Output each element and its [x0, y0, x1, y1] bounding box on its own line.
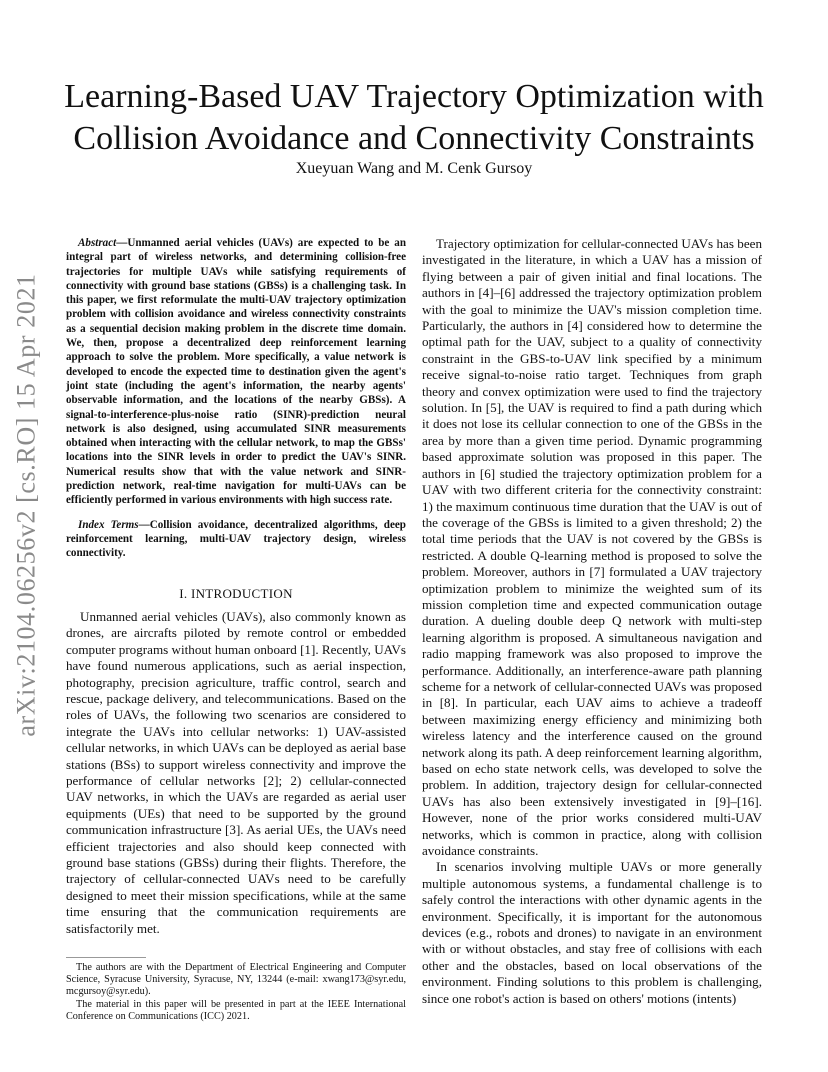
footnote-divider [66, 957, 146, 958]
paper-authors: Xueyuan Wang and M. Cenk Gursoy [295, 160, 533, 177]
paper-title: Learning-Based UAV Trajectory Optimization with Collision Avoidance and Connectivity Constraints [64, 78, 764, 157]
arxiv-identifier: arXiv:2104.06256v2 [cs.RO] 15 Apr 2021 [12, 273, 42, 737]
section-heading-introduction: I. INTRODUCTION [179, 585, 293, 601]
footnote-conference: The material in this paper will be presented in part at the IEEE International Conference on Communications (ICC) 2021. [66, 998, 406, 1022]
body-paragraph: In scenarios involving multiple UAVs or more generally multiple autonomous systems, a fundamental challenge is to safely control the interactions with other dynamic agents in the environment. Specifically, it is important for the autonomous devices (e.g., robots and drones) to navigate in an environment with or without obstacles, and stay free of collisions with each other and the obstacles, based on local observations of the environment. Finding solutions to this problem is challenging, since one robot's action is based on others' motions (intents) [422, 859, 762, 1006]
index-terms-lead: Index Terms [78, 518, 139, 531]
body-paragraph: Trajectory optimization for cellular-connected UAVs has been investigated in the literature, in which a UAV has a mission of flying between a pair of given initial and final locations. The authors in [4]–[6] addressed the trajectory optimization problem with the goal to minimize the UAV's mission completion time. Particularly, the authors in [4] considered how to determine the optimal path for the UAV, subject to a quality of connectivity constraint in the GBS-to-UAV link specified by a minimum receive signal-to-noise ratio target. Techniques from graph theory and convex optimization were used to find the trajectory solution. In [5], the UAV is required to find a path during which it does not lose its cellular connection to one of the GBSs in the area by more than a given time period. Dynamic programming based approximate solution was proposed in this paper. The authors in [6] studied the trajectory optimization problem for a UAV with two different criteria for the connectivity constraint: 1) the maximum continuous time duration that the UAV is out of the coverage of the GBSs is limited to a given threshold; 2) the total time periods that the UAV is not covered by the GBSs is restricted. A double Q-learning method is proposed to solve the problem. Moreover, authors in [7] formulated a UAV trajectory optimization problem to minimize the weighted sum of its mission completion time and expected communication outage duration. A dueling double deep Q network with multi-step learning algorithm is proposed. A simultaneous navigation and radio mapping framework was also proposed to improve the performance. Additionally, an interference-aware path planning scheme for a network of cellular-connected UAVs was proposed in [8]. In particular, each UAV aims to achieve a tradeoff between maximizing energy efficiency and minimizing both wireless latency and the interference caused on the ground network along its path. A deep reinforcement learning algorithm, based on echo state network cells, was developed to solve the problem. In addition, trajectory design for cellular-connected UAVs has also been extensively investigated in [9]–[16]. However, none of the prior works considered multi-UAV networks, which is common in practice, along with collision avoidance constraints. [422, 236, 762, 859]
right-column [422, 236, 762, 1007]
abstract-text: —Unmanned aerial vehicles (UAVs) are expected to be an integral part of wireless networks, and determining collision-free trajectories for multiple UAVs while satisfying requirements of connectivity with ground base stations (GBSs) is a challenging task. In this paper, we first reformulate the multi-UAV trajectory optimization problem with collision avoidance and wireless connectivity constraints as a sequential decision making problem in the discrete time domain. We, then, propose a decentralized deep reinforcement learning approach to solve the problem. More specifically, a value network is developed to encode the expected time to destination given the agent's joint state (including the agent's information, the nearby agents' observable information, and the locations of the nearby GBSs). A signal-to-interference-plus-noise ratio (SINR)-prediction neural network is also designed, using accumulated SINR measurements obtained when interacting with the cellular network, to map the GBSs' locations into the SINR levels in order to predict the UAV's SINR. Numerical results show that with the value network and SINR-prediction network, real-time navigation for multi-UAVs can be efficiently performed in various environments with high success rate. [66, 237, 406, 507]
abstract-lead: Abstract [78, 237, 117, 249]
left-column [66, 236, 406, 1023]
footnote-affiliation: The authors are with the Department of Electrical Engineering and Computer Science, Syracuse University, Syracuse, NY, 13244 (e-mail: xwang173@syr.edu, mcgursoy@syr.edu). [66, 962, 406, 998]
arxiv-side-stamp [4, 270, 50, 740]
index-terms-text: —Collision avoidance, decentralized algorithms, deep reinforcement learning, multi-UAV trajectory design, wireless connectivity. [66, 518, 406, 560]
index-terms [66, 518, 406, 561]
abstract [66, 236, 406, 508]
intro-paragraph: Unmanned aerial vehicles (UAVs), also commonly known as drones, are aircrafts piloted by remote control or embedded computer programs without human onboard [1]. Recently, UAVs have found numerous applications, such as aerial inspection, photography, precision agriculture, traffic control, search and rescue, package delivery, and telecommunications. Based on the roles of UAVs, the following two scenarios are considered to integrate the UAVs into cellular networks: 1) UAV-assisted cellular networks, in which UAVs can be deployed as aerial base stations (BSs) to support wireless connectivity and improve the performance of cellular networks [2]; 2) cellular-connected UAV networks, in which the UAVs are regarded as aerial user equipments (UEs) that need to be supported by the ground communication infrastructure [3]. As aerial UEs, the UAVs need efficient trajectories and also should keep connected with ground base stations (GBSs) during their flights. Therefore, the trajectory of cellular-connected UAVs need to be carefully designed to meet their mission specifications, while at the same time ensuring that the communication requirements are satisfactorily met. [66, 608, 406, 936]
